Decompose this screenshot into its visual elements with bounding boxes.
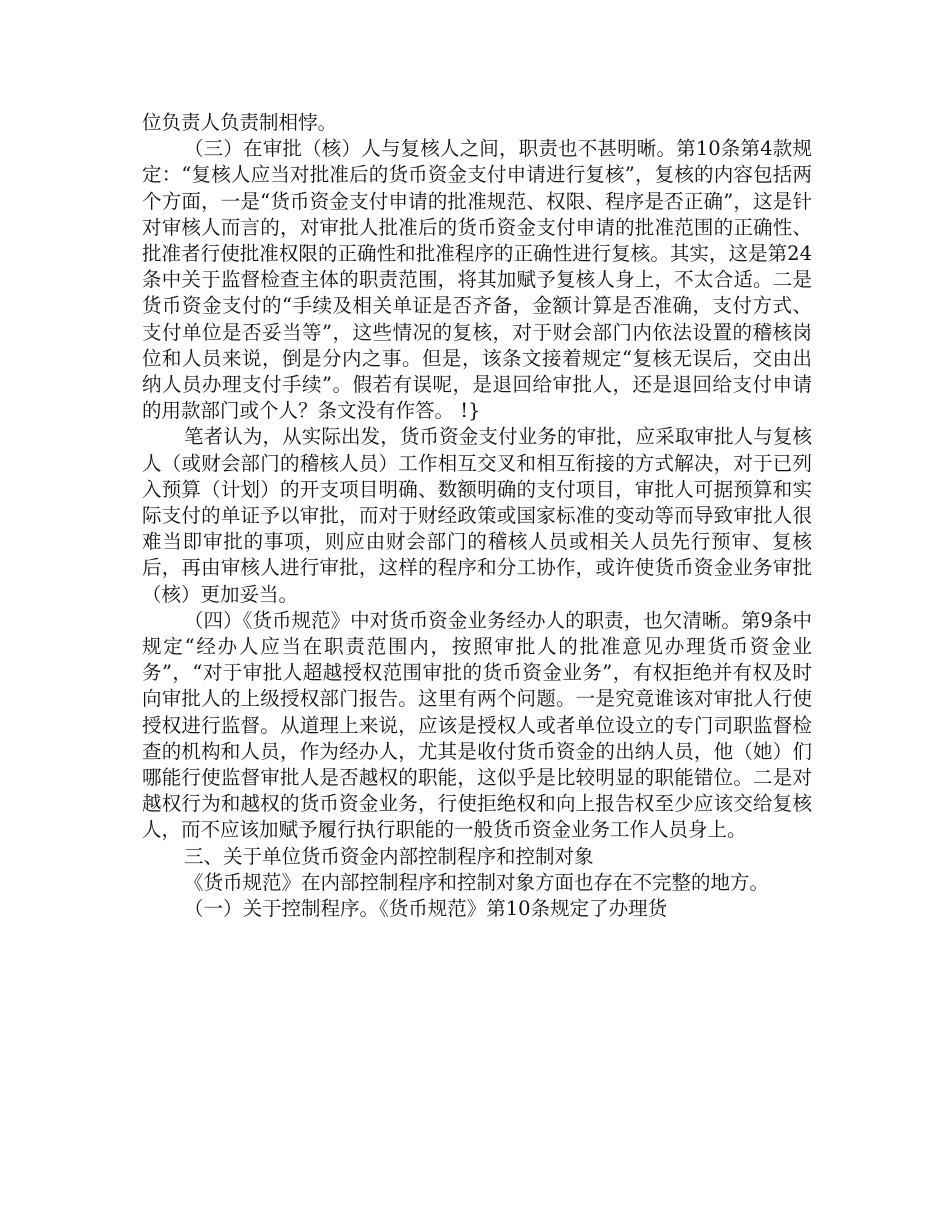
paragraph-2: （三）在审批（核）人与复核人之间，职责也不甚明晰。第10条第4款规定：“复核人应当对批准后的货币资金支付申请进行复核”，复核的内容包括两个方面，一是“货币资金支付申请的批准规范、权限、程序是否正确”，这是针对审核人而言的，对审批人批准后的货币资金支付申请的批准范围的正确性、批准者行使批准权限的正确性和批准程序的正确性进行复核。其实，这是第24条中关于监督检查主体的职责范围，将其加赋予复核人身上，不太合适。二是货币资金支付的“手续及相关单证是否齐备，金额计算是否准确，支付方式、支付单位是否妥当等”，这些情况的复核，对于财会部门内依法设置的稽核岗位和人员来说，倒是分内之事。但是，该条文接着规定“复核无误后，交由出纳人员办理支付手续”。假若有误呢，是退回给审批人，还是退回给支付申请的用款部门或个人？条文没有作答。 !} [142, 137, 812, 423]
paragraph-6: （一）关于控制程序。《货币规范》第10条规定了办理货 [184, 897, 668, 921]
document-body [142, 110, 812, 922]
paragraph-3: 笔者认为，从实际出发，货币资金支付业务的审批，应采取审批人与复核人（或财会部门的稽核人员）工作相互交叉和相互衔接的方式解决，对于已列入预算（计划）的开支项目明确、数额明确的支付项目，审批人可据预算和实际支付的单证予以审批，而对于财经政策或国家标准的变动等而导致审批人很难当即审批的事项，则应由财会部门的稽核人员或相关人员先行预审、复核后，再由审核人进行审批，这样的程序和分工协作，或许使货币资金业务审批（核）更加妥当。 [142, 425, 812, 606]
paragraph-4: （四）《货币规范》中对货币资金业务经办人的职责，也欠清晰。第9条中规定“经办人应当在职责范围内，按照审批人的批准意见办理货币资金业务”，“对于审批人超越授权范围审批的货币资金业务”，有权拒绝并有权及时向审批人的上级授权部门报告。这里有两个问题。一是究竟谁该对审批人行使授权进行监督。从道理上来说，应该是授权人或者单位设立的专门司职监督检查的机构和人员，作为经办人，尤其是收付货币资金的出纳人员，他（她）们哪能行使监督审批人是否越权的职能，这似乎是比较明显的职能错位。二是对越权行为和越权的货币资金业务，行使拒绝权和向上报告权至少应该交给复核人，而不应该加赋予履行执行职能的一般货币资金业务工作人员身上。 [142, 608, 812, 842]
paragraph-1: 位负责人负责制相悖。 [142, 111, 338, 134]
paragraph-5: 《货币规范》在内部控制程序和控制对象方面也存在不完整的地方。 [184, 870, 770, 894]
section-heading-3: 三、关于单位货币资金内部控制程序和控制对象 [184, 844, 594, 868]
